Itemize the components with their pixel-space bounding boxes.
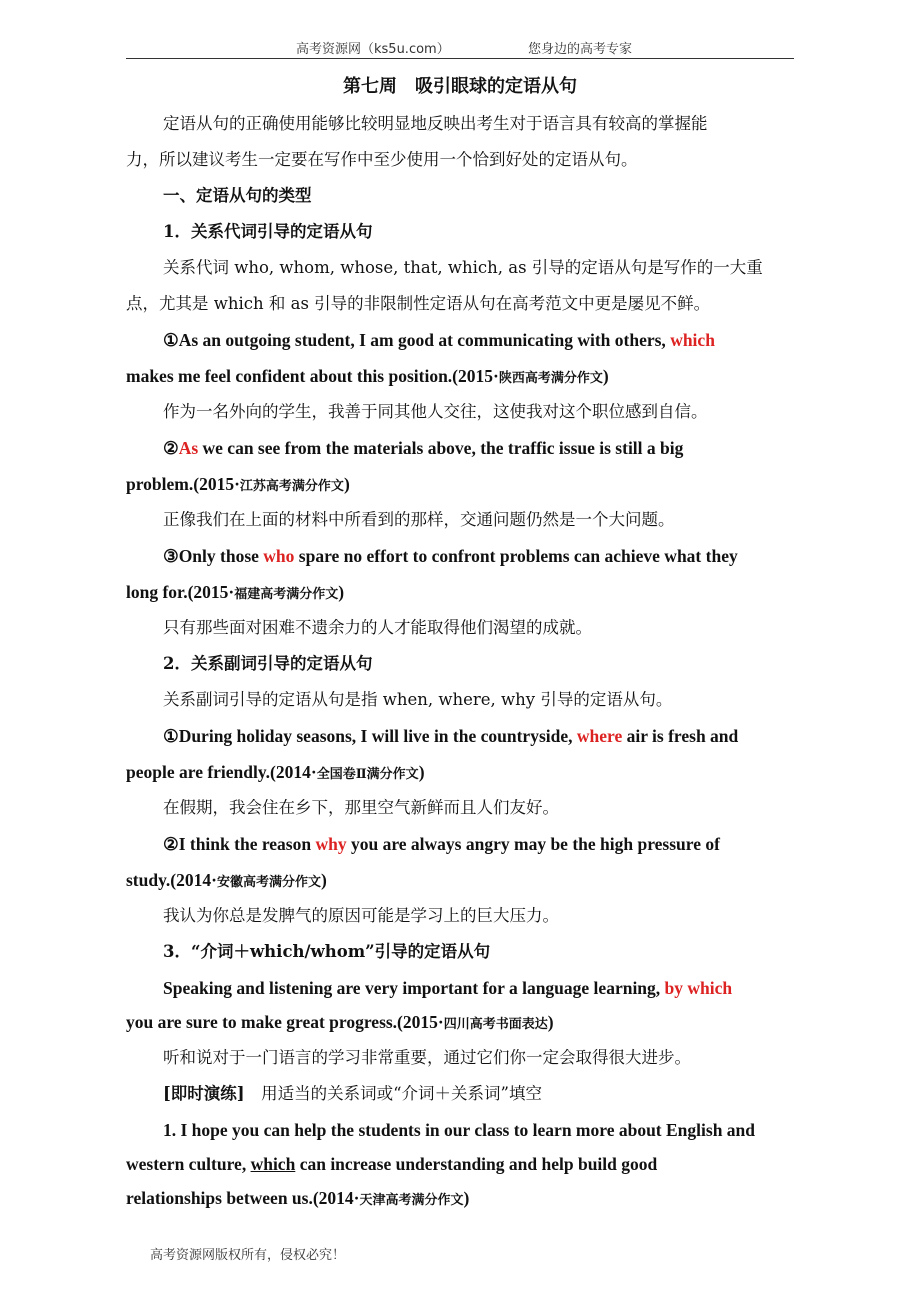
sub1-example-1: ①As an outgoing student, I am good at communicating with others, which <box>163 330 715 350</box>
header-right: 您身边的高考专家 <box>528 42 633 57</box>
source-label: 福建高考满分作文 <box>234 586 339 601</box>
sub1-example-3-cont: long for.(2015·福建高考满分作文) <box>126 582 345 602</box>
intro-line-1: 定语从句的正确使用能够比较明显地反映出考生对于语言具有较高的掌握能 <box>163 114 708 133</box>
sub2-desc: 关系副词引导的定语从句是指 when, where, why 引导的定语从句。 <box>163 690 673 709</box>
highlight-as: As <box>178 438 199 458</box>
section-heading-types: 一、定语从句的类型 <box>163 186 312 205</box>
source-label: 陕西高考满分作文 <box>498 370 603 385</box>
highlight-where: where <box>576 726 623 746</box>
page-header <box>126 36 794 59</box>
source-label: 全国卷Ⅱ满分作文 <box>316 766 419 781</box>
sub1-example-3: ③Only those who spare no effort to confront problems can achieve what they <box>163 546 738 566</box>
practice-question-1-cont: western culture, which can increase understanding and help build good <box>126 1154 658 1174</box>
highlight-why: why <box>315 834 347 854</box>
page-footer: 高考资源网版权所有，侵权必究！ <box>150 1248 346 1263</box>
subheading-prep-which: 3．“介词＋which/whom”引导的定语从句 <box>163 942 491 961</box>
sub3-example: Speaking and listening are very important for a language learning, by which <box>163 978 733 998</box>
header-left: 高考资源网（ks5u.com） <box>296 42 450 57</box>
sub2-example-2-cont: study.(2014·安徽高考满分作文) <box>126 870 327 890</box>
sub3-example-translation: 听和说对于一门语言的学习非常重要，通过它们你一定会取得很大进步。 <box>163 1048 691 1067</box>
source-label: 天津高考满分作文 <box>359 1192 464 1207</box>
sub1-example-1-cont: makes me feel confident about this position.(2015·陕西高考满分作文) <box>126 366 609 386</box>
sub2-example-1-cont: people are friendly.(2014·全国卷Ⅱ满分作文) <box>126 762 425 782</box>
practice-question-1: 1. I hope you can help the students in our class to learn more about English and <box>163 1120 756 1140</box>
sub1-desc-1: 关系代词 who, whom, whose, that, which, as 引导的定语从句是写作的一大重 <box>163 258 763 277</box>
sub2-example-2-translation: 我认为你总是发脾气的原因可能是学习上的巨大压力。 <box>163 906 559 925</box>
page-title: 第七周 吸引眼球的定语从句 <box>343 76 577 97</box>
sub3-example-cont: you are sure to make great progress.(2015·四川高考书面表达) <box>126 1012 554 1032</box>
source-label: 江苏高考满分作文 <box>239 478 344 493</box>
sub1-example-3-translation: 只有那些面对困难不遗余力的人才能取得他们渴望的成就。 <box>163 618 592 637</box>
subheading-relative-adverb: 2．关系副词引导的定语从句 <box>163 654 373 673</box>
intro-line-2: 力，所以建议考生一定要在写作中至少使用一个恰到好处的定语从句。 <box>126 150 638 169</box>
source-label: 四川高考书面表达 <box>443 1016 548 1031</box>
sub1-example-2: ②As we can see from the materials above, the traffic issue is still a big <box>163 438 684 458</box>
highlight-who: who <box>263 546 295 566</box>
sub1-example-1-translation: 作为一名外向的学生，我善于同其他人交往，这使我对这个职位感到自信。 <box>163 402 708 421</box>
answer-blank: which <box>250 1154 296 1174</box>
sub2-example-1-translation: 在假期，我会住在乡下，那里空气新鲜而且人们友好。 <box>163 798 559 817</box>
practice-question-1-end: relationships between us.(2014·天津高考满分作文) <box>126 1188 470 1208</box>
highlight-which: which <box>670 330 715 350</box>
practice-label: [即时演练] <box>163 1084 245 1103</box>
sub1-desc-2: 点，尤其是 which 和 as 引导的非限制性定语从句在高考范文中更是屡见不鲜。 <box>126 294 711 313</box>
highlight-by-which: by which <box>664 978 733 998</box>
sub2-example-2: ②I think the reason why you are always angry may be the high pressure of <box>163 834 720 854</box>
subheading-relative-pronoun: 1．关系代词引导的定语从句 <box>163 222 373 241</box>
sub1-example-2-translation: 正像我们在上面的材料中所看到的那样，交通问题仍然是一个大问题。 <box>163 510 675 529</box>
sub1-example-2-cont: problem.(2015·江苏高考满分作文) <box>126 474 350 494</box>
practice-heading: [即时演练] 用适当的关系词或“介词＋关系词”填空 <box>163 1084 542 1103</box>
source-label: 安徽高考满分作文 <box>216 874 321 889</box>
sub2-example-1: ①During holiday seasons, I will live in the countryside, where air is fresh and <box>163 726 739 746</box>
